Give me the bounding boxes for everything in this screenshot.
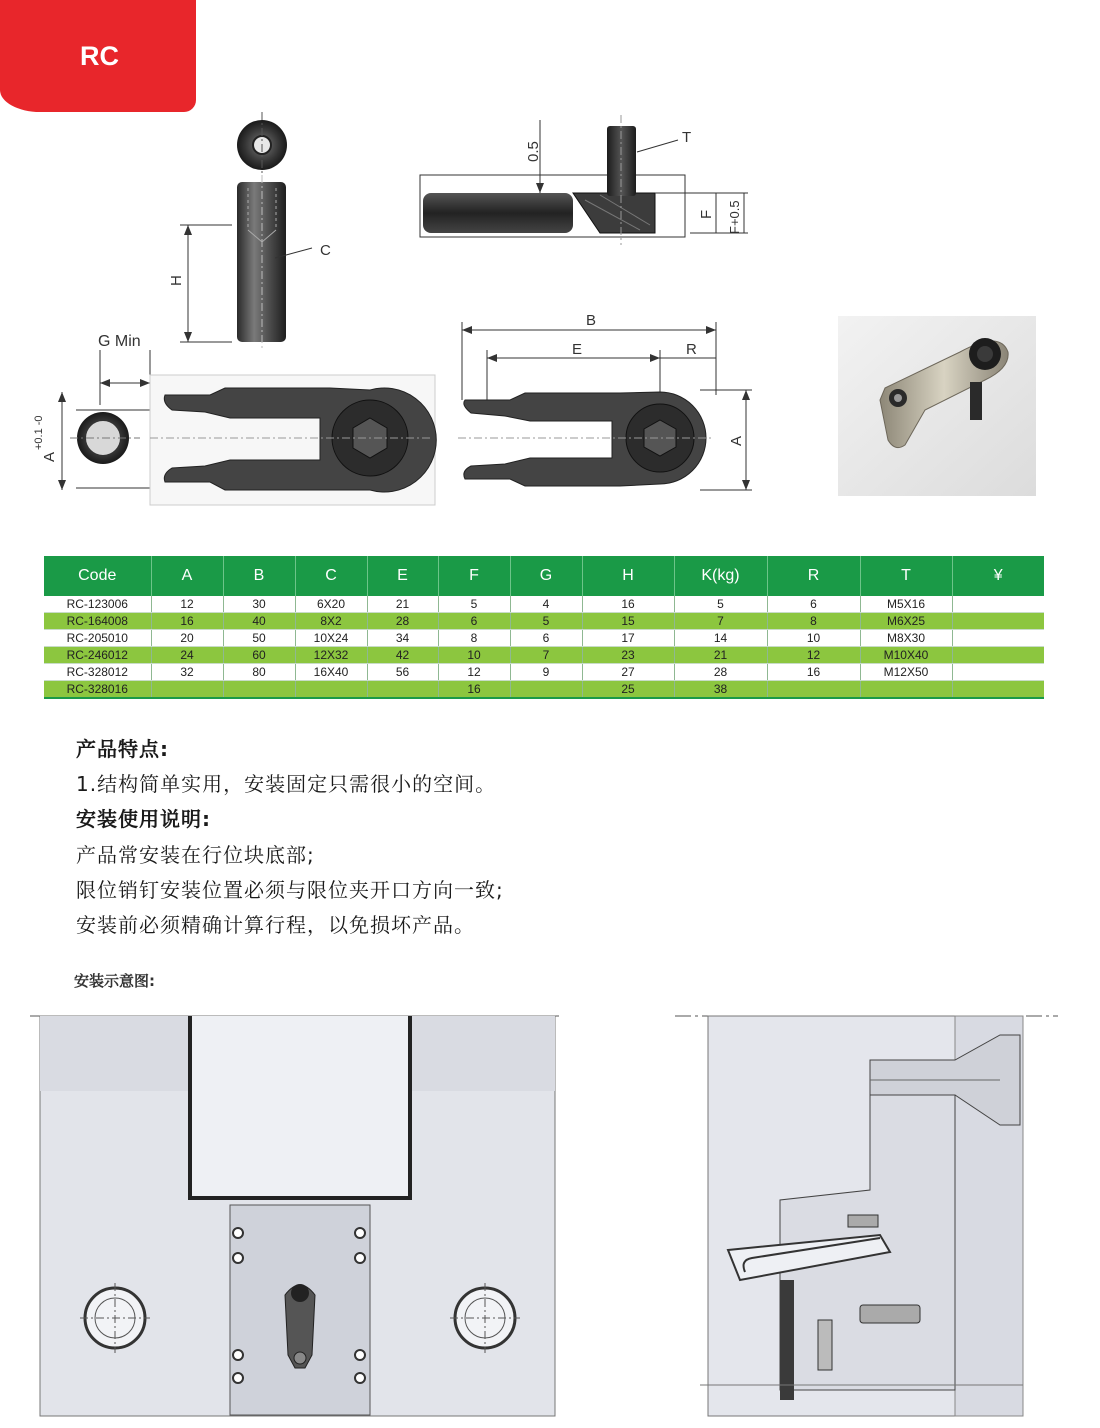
table-cell: 4 bbox=[510, 596, 582, 613]
label-f: F bbox=[698, 209, 715, 219]
table-cell: 16 bbox=[438, 681, 510, 699]
section-drawing bbox=[420, 115, 748, 245]
header-e: E bbox=[367, 556, 438, 596]
install-plan-view bbox=[30, 1016, 560, 1416]
table-cell: 17 bbox=[582, 630, 674, 647]
table-cell bbox=[860, 681, 952, 699]
table-cell bbox=[295, 681, 367, 699]
table-cell: 16 bbox=[151, 613, 223, 630]
header-k: K(kg) bbox=[674, 556, 767, 596]
clamp-section bbox=[423, 193, 573, 233]
table-header-row bbox=[44, 556, 1044, 596]
table-cell: 8 bbox=[767, 613, 860, 630]
instructions-line-2: 限位销钉安装位置必须与限位夹开口方向一致; bbox=[76, 878, 504, 902]
table-cell: M6X25 bbox=[860, 613, 952, 630]
table-cell: 12 bbox=[438, 664, 510, 681]
installation-diagrams bbox=[0, 990, 1100, 1428]
spec-table bbox=[44, 556, 1044, 699]
header-h: H bbox=[582, 556, 674, 596]
table-cell: 50 bbox=[223, 630, 295, 647]
table-cell: 30 bbox=[223, 596, 295, 613]
table-cell: RC-246012 bbox=[44, 647, 151, 664]
table-cell: 38 bbox=[674, 681, 767, 699]
table-cell: 12X32 bbox=[295, 647, 367, 664]
label-r: R bbox=[686, 341, 697, 358]
header-g: G bbox=[510, 556, 582, 596]
gmin-drawing bbox=[33, 333, 150, 490]
table-cell: 28 bbox=[674, 664, 767, 681]
label-tolerance-values: +0.1 -0 bbox=[33, 415, 45, 450]
header-b: B bbox=[223, 556, 295, 596]
product-photo bbox=[838, 316, 1036, 496]
table-cell: 6 bbox=[438, 613, 510, 630]
label-t: T bbox=[682, 129, 692, 146]
table-cell: 5 bbox=[438, 596, 510, 613]
table-cell bbox=[952, 613, 1044, 630]
table-cell: RC-123006 bbox=[44, 596, 151, 613]
table-cell: 80 bbox=[223, 664, 295, 681]
table-cell: M5X16 bbox=[860, 596, 952, 613]
table-cell: RC-205010 bbox=[44, 630, 151, 647]
label-e: E bbox=[572, 341, 583, 358]
table-cell: 24 bbox=[151, 647, 223, 664]
table-cell: 56 bbox=[367, 664, 438, 681]
table-cell: RC-164008 bbox=[44, 613, 151, 630]
label-c: C bbox=[320, 242, 331, 259]
table-cell: RC-328012 bbox=[44, 664, 151, 681]
table-cell: 6 bbox=[510, 630, 582, 647]
table-row bbox=[44, 630, 1044, 647]
table-cell: 27 bbox=[582, 664, 674, 681]
label-b: B bbox=[586, 312, 597, 329]
table-cell: 7 bbox=[674, 613, 767, 630]
table-cell: 8 bbox=[438, 630, 510, 647]
clamp-plan-drawing bbox=[150, 375, 436, 505]
table-cell: 40 bbox=[223, 613, 295, 630]
table-cell: 6X20 bbox=[295, 596, 367, 613]
label-a: A bbox=[728, 435, 745, 446]
table-cell: 16 bbox=[767, 664, 860, 681]
table-cell: 14 bbox=[674, 630, 767, 647]
table-cell: M12X50 bbox=[860, 664, 952, 681]
table-row bbox=[44, 664, 1044, 681]
label-h: H bbox=[168, 275, 185, 286]
table-cell: 15 bbox=[582, 613, 674, 630]
table-cell bbox=[367, 681, 438, 699]
table-cell: 7 bbox=[510, 647, 582, 664]
table-row bbox=[44, 681, 1044, 699]
technical-drawings bbox=[0, 0, 1100, 545]
table-cell: 28 bbox=[367, 613, 438, 630]
table-cell: 42 bbox=[367, 647, 438, 664]
header-r: R bbox=[767, 556, 860, 596]
label-0-5: 0.5 bbox=[525, 141, 542, 162]
table-cell: 10X24 bbox=[295, 630, 367, 647]
table-cell: 6 bbox=[767, 596, 860, 613]
features-heading: 产品特点: bbox=[76, 737, 169, 761]
instructions-heading: 安装使用说明: bbox=[76, 807, 211, 831]
table-cell: 16 bbox=[582, 596, 674, 613]
table-cell: M10X40 bbox=[860, 647, 952, 664]
table-cell bbox=[952, 664, 1044, 681]
table-cell bbox=[952, 630, 1044, 647]
table-cell: 16X40 bbox=[295, 664, 367, 681]
instructions-line-3: 安装前必须精确计算行程，以免损坏产品。 bbox=[76, 913, 475, 937]
bolt-head-section bbox=[573, 193, 655, 233]
header-a: A bbox=[151, 556, 223, 596]
label-a-tolerance: A bbox=[41, 451, 58, 462]
table-cell: 5 bbox=[510, 613, 582, 630]
install-section-view bbox=[675, 1016, 1058, 1416]
pin-drawing bbox=[168, 112, 331, 350]
label-f-0-5: F+0.5 bbox=[727, 200, 742, 234]
table-cell: 21 bbox=[674, 647, 767, 664]
table-cell: 34 bbox=[367, 630, 438, 647]
table-cell: 10 bbox=[767, 630, 860, 647]
table-cell: RC-328016 bbox=[44, 681, 151, 699]
table-cell: 23 bbox=[582, 647, 674, 664]
header-f: F bbox=[438, 556, 510, 596]
header-price: ¥ bbox=[952, 556, 1044, 596]
header-code: Code bbox=[44, 556, 151, 596]
features-item-1: 1.结构简单实用，安装固定只需很小的空间。 bbox=[76, 772, 497, 796]
table-cell: 5 bbox=[674, 596, 767, 613]
table-row bbox=[44, 596, 1044, 613]
table-cell bbox=[510, 681, 582, 699]
table-cell: 20 bbox=[151, 630, 223, 647]
table-cell: 12 bbox=[151, 596, 223, 613]
table-cell bbox=[767, 681, 860, 699]
install-diagram-heading: 安装示意图: bbox=[74, 972, 155, 990]
table-cell: 10 bbox=[438, 647, 510, 664]
table-cell: M8X30 bbox=[860, 630, 952, 647]
table-row bbox=[44, 613, 1044, 630]
table-cell bbox=[151, 681, 223, 699]
table-cell bbox=[223, 681, 295, 699]
table-cell bbox=[952, 596, 1044, 613]
table-cell: 25 bbox=[582, 681, 674, 699]
table-cell: 60 bbox=[223, 647, 295, 664]
label-g-min: G Min bbox=[98, 333, 141, 350]
header-c: C bbox=[295, 556, 367, 596]
table-cell: 8X2 bbox=[295, 613, 367, 630]
table-cell: 21 bbox=[367, 596, 438, 613]
header-t: T bbox=[860, 556, 952, 596]
product-code-label: RC bbox=[80, 40, 119, 71]
table-cell: 32 bbox=[151, 664, 223, 681]
clamp-dim-drawing bbox=[458, 312, 752, 490]
table-cell bbox=[952, 681, 1044, 699]
table-cell: 9 bbox=[510, 664, 582, 681]
table-cell bbox=[952, 647, 1044, 664]
instructions-line-1: 产品常安装在行位块底部; bbox=[76, 843, 315, 867]
table-row bbox=[44, 647, 1044, 664]
table-cell: 12 bbox=[767, 647, 860, 664]
